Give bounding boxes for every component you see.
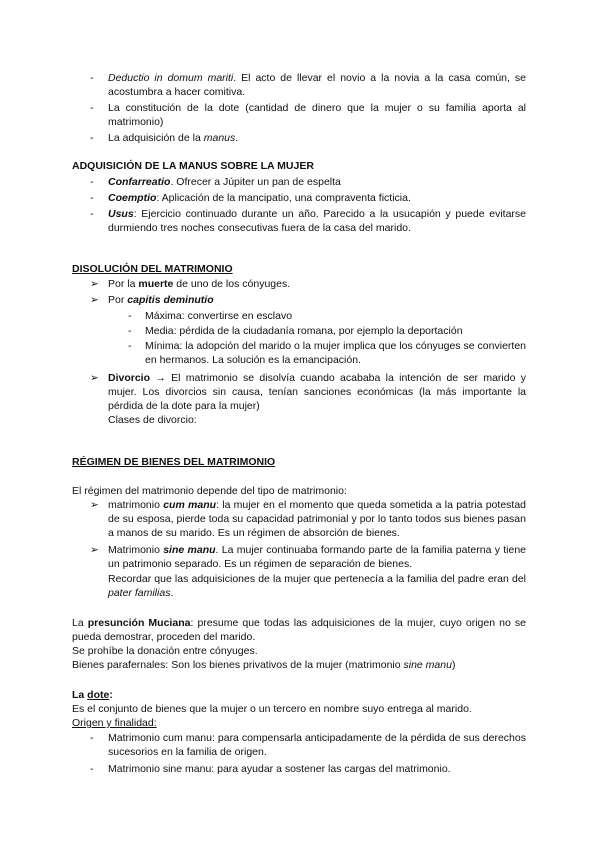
arrow-bullet: ➢ bbox=[90, 278, 99, 290]
media-item: Media: pérdida de la ciudadanía romana, por ejemplo la deportación bbox=[145, 325, 463, 337]
dash-bullet: - bbox=[128, 325, 132, 337]
dash-bullet: - bbox=[128, 310, 132, 322]
regimen-intro: El régimen del matrimonio depende del tipo de matrimonio: bbox=[72, 485, 347, 497]
dash-bullet: - bbox=[90, 176, 94, 188]
bienes-parafernales: Bienes parafernales: Son los bienes privativos de la mujer (matrimonio sine manu) bbox=[72, 659, 456, 671]
recordar-note: Recordar que las adquisiciones de la mujer que pertenecía a la familia del padre eran del pater familias. bbox=[108, 573, 526, 599]
dash-bullet: - bbox=[90, 192, 94, 204]
usus-item: Usus: Ejercicio continuado durante un año. Parecido a la usucapión y puede evitarse durmiendo tres noches consecutivas fuera de la casa del marido. bbox=[108, 208, 526, 234]
confarreatio-item: Confarreatio. Ofrecer a Júpiter un pan de espelta bbox=[108, 176, 341, 188]
dash-bullet: - bbox=[128, 340, 132, 352]
minima-item: Mínima: la adopción del marido o la mujer implica que los cónyuges se convierten en hermanos. La solución es la emancipación. bbox=[145, 340, 526, 366]
clases-divorcio: Clases de divorcio: bbox=[108, 414, 197, 426]
dote-heading: La dote: bbox=[72, 689, 113, 701]
intro-item-2: La constitución de la dote (cantidad de dinero que la mujer o su familia aporta al matrimonio) bbox=[108, 102, 526, 128]
arrow-bullet: ➢ bbox=[90, 372, 99, 384]
capitis-item: Por capitis deminutio bbox=[108, 294, 214, 306]
dash-bullet: - bbox=[90, 72, 94, 84]
dash-bullet: - bbox=[90, 102, 94, 114]
disolucion-heading: DISOLUCIÓN DEL MATRIMONIO bbox=[72, 263, 233, 275]
muerte-item: Por la muerte de uno de los cónyuges. bbox=[108, 278, 291, 290]
intro-item-3: La adquisición de la manus. bbox=[108, 132, 239, 144]
maxima-item: Máxima: convertirse en esclavo bbox=[145, 310, 293, 322]
dash-bullet: - bbox=[90, 732, 94, 744]
divorcio-item: Divorcio → El matrimonio se disolvía cuando acababa la intención de ser marido y mujer. Los divorcios sin causa, tenían sanciones económicas (la más importante la pérdida de la dote para la mujer) bbox=[108, 372, 526, 412]
adquisicion-heading: ADQUISICIÓN DE LA MANUS SOBRE LA MUJER bbox=[72, 160, 314, 172]
sine-manu-item: Matrimonio sine manu. La mujer continuaba formando parte de la familia paterna y tiene un patrimonio separado. Es un régimen de separación de bienes. bbox=[108, 544, 526, 570]
dash-bullet: - bbox=[90, 763, 94, 775]
dash-bullet: - bbox=[90, 132, 94, 144]
arrow-bullet: ➢ bbox=[90, 499, 99, 511]
dote-definition: Es el conjunto de bienes que la mujer o un tercero en nombre suyo entrega al marido. bbox=[72, 703, 472, 715]
coemptio-item: Coemptio: Aplicación de la mancipatio, una compraventa ficticia. bbox=[108, 192, 411, 204]
presuncion-muciana: La presunción Muciana: presume que todas las adquisiciones de la mujer, cuyo origen no se pueda demostrar, proceden del marido. bbox=[72, 617, 526, 643]
cum-manu-item: matrimonio cum manu: la mujer en el momento que queda sometida a la patria potestad de su esposa, pierde toda su capacidad patrimonial y por lo tanto todos sus bienes pasan a manos de su marido. Es un régimen de absorción de bienes. bbox=[108, 499, 527, 539]
dash-bullet: - bbox=[90, 208, 94, 220]
intro-item-1: Deductio in domum mariti. El acto de llevar el novio a la novia a la casa común, se acostumbra a hacer comitiva. bbox=[108, 72, 527, 98]
dote-item-cum: Matrimonio cum manu: para compensarla anticipadamente de la pérdida de sus derechos sucesorios en la familia de origen. bbox=[108, 732, 526, 758]
origen-finalidad: Origen y finalidad: bbox=[72, 717, 157, 729]
dote-item-sine: Matrimonio sine manu: para ayudar a sostener las cargas del matrimonio. bbox=[108, 763, 451, 775]
prohibe-donacion: Se prohíbe la donación entre cónyuges. bbox=[72, 645, 258, 657]
arrow-bullet: ➢ bbox=[90, 544, 99, 556]
arrow-bullet: ➢ bbox=[90, 294, 99, 306]
regimen-heading: RÉGIMEN DE BIENES DEL MATRIMONIO bbox=[72, 456, 276, 468]
